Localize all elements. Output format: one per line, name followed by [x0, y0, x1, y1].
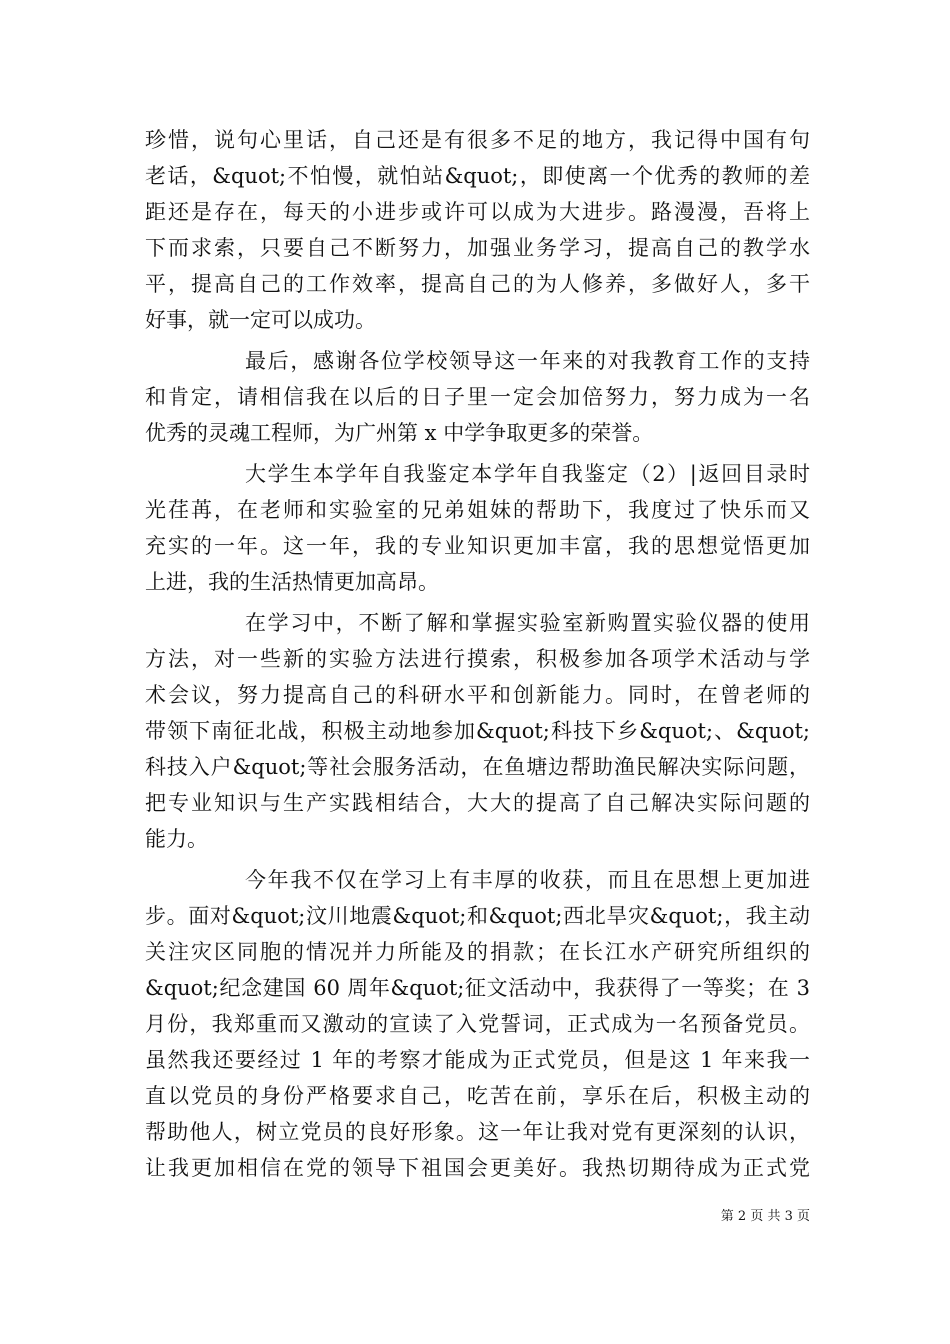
text-line: 距还是存在，每天的小进步或许可以成为大进步。路漫漫，吾将上	[145, 200, 810, 224]
text-line: 和肯定，请相信我在以后的日子里一定会加倍努力，努力成为一名	[145, 385, 810, 409]
text-line: 月份，我郑重而又激动的宣读了入党誓词，正式成为一名预备党员。	[145, 1012, 810, 1036]
text-line: 优秀的灵魂工程师，为广州第 x 中学争取更多的荣誉。	[145, 421, 654, 445]
paragraph-first-line: 大学生本学年自我鉴定本学年自我鉴定（2）|返回目录时	[245, 462, 810, 486]
text-line: 直以党员的身份严格要求自己，吃苦在前，享乐在后，积极主动的	[145, 1084, 810, 1108]
text-line: 虽然我还要经过 1 年的考察才能成为正式党员，但是这 1 年来我一	[145, 1048, 810, 1072]
text-line: 上进，我的生活热情更加高昂。	[145, 570, 439, 594]
text-line: 把专业知识与生产实践相结合，大大的提高了自己解决实际问题的	[145, 791, 810, 815]
text-line: 光荏苒，在老师和实验室的兄弟姐妹的帮助下，我度过了快乐而又	[145, 498, 810, 522]
text-line: 帮助他人，树立党员的良好形象。这一年让我对党有更深刻的认识，	[145, 1120, 810, 1144]
text-line: 术会议，努力提高自己的科研水平和创新能力。同时，在曾老师的	[145, 683, 810, 707]
text-line: 平，提高自己的工作效率，提高自己的为人修养，多做好人，多干	[145, 272, 810, 296]
text-line: &quot;纪念建国 60 周年&quot;征文活动中，我获得了一等奖；在 3	[145, 976, 810, 1000]
paragraph-first-line: 在学习中，不断了解和掌握实验室新购置实验仪器的使用	[245, 611, 810, 635]
text-line: 能力。	[145, 827, 208, 851]
text-line: 老话，&quot;不怕慢，就怕站&quot;，即使离一个优秀的教师的差	[145, 164, 810, 188]
text-line: 方法，对一些新的实验方法进行摸索，积极参加各项学术活动与学	[145, 647, 810, 671]
text-line: 科技入户&quot;等社会服务活动，在鱼塘边帮助渔民解决实际问题，	[145, 755, 810, 779]
paragraph-first-line: 今年我不仅在学习上有丰厚的收获，而且在思想上更加进	[245, 868, 810, 892]
text-line: 好事，就一定可以成功。	[145, 308, 376, 332]
page-number: 第 2 页 共 3 页	[720, 1209, 810, 1224]
text-line: 下而求索，只要自己不断努力，加强业务学习，提高自己的教学水	[145, 236, 810, 260]
text-line: 带领下南征北战，积极主动地参加&quot;科技下乡&quot;、&quot;	[145, 719, 810, 743]
text-line: 充实的一年。这一年，我的专业知识更加丰富，我的思想觉悟更加	[145, 534, 810, 558]
paragraph-first-line: 最后，感谢各位学校领导这一年来的对我教育工作的支持	[245, 349, 810, 373]
text-line: 步。面对&quot;汶川地震&quot;和&quot;西北旱灾&quot;，我主动	[145, 904, 810, 928]
text-line: 让我更加相信在党的领导下祖国会更美好。我热切期待成为正式党	[145, 1156, 810, 1180]
text-line: 关注灾区同胞的情况并力所能及的捐款；在长江水产研究所组织的	[145, 940, 810, 964]
text-line: 珍惜，说句心里话，自己还是有很多不足的地方，我记得中国有句	[145, 128, 810, 152]
